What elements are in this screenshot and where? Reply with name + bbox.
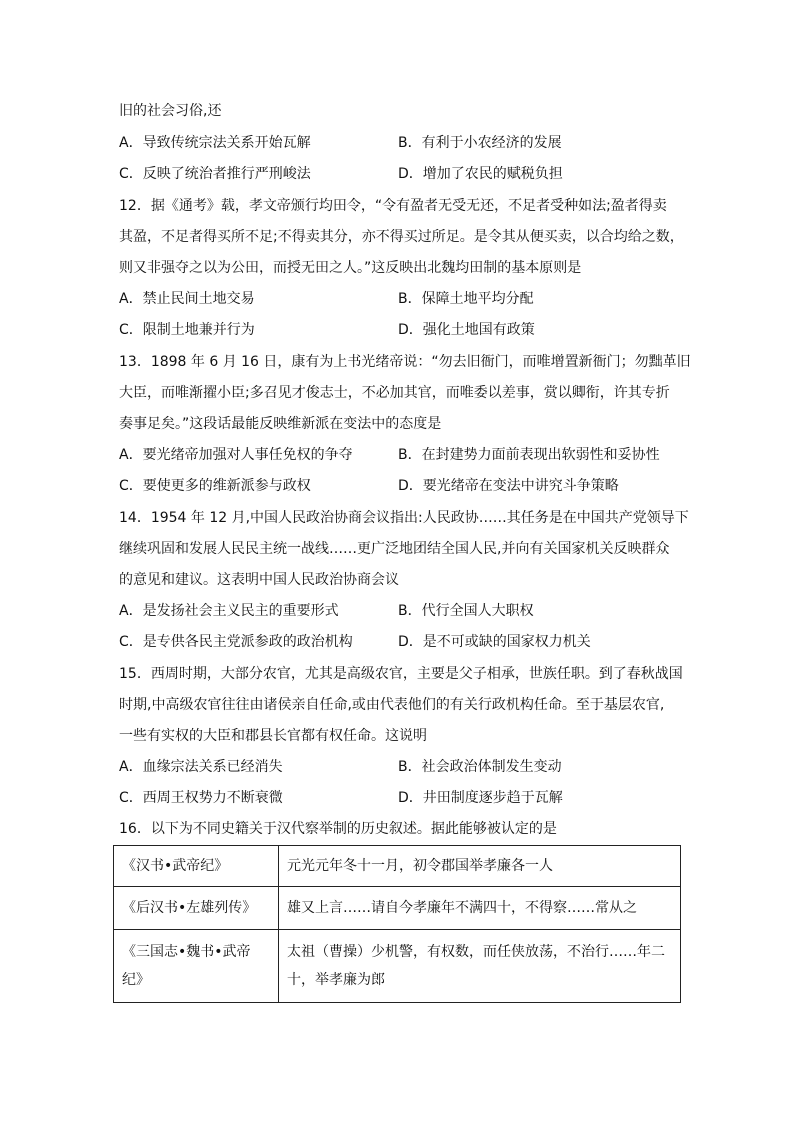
source-text: 太祖（曹操）少机警，有权数，而任侠放荡，不治行……年二十，举孝廉为郎 [279,930,681,1003]
q11-option-d: D．增加了农民的赋税负担 [398,166,563,182]
q14-option-a: A．是发扬社会主义民主的重要形式 [119,603,339,619]
q14-stem-line-3: 的意见和建议。这表明中国人民政治协商会议 [119,572,399,588]
q11-option-b: B．有利于小农经济的发展 [398,135,562,151]
q14-option-d: D．是不可或缺的国家权力机关 [398,634,591,650]
q15-stem-line-3: 一些有实权的大臣和郡县长官都有权任命。这说明 [119,728,427,744]
source-book: 《汉书•武帝纪》 [114,846,279,887]
q15-option-b: B．社会政治体制发生变动 [398,759,562,775]
source-text: 元光元年冬十一月，初令郡国举孝廉各一人 [279,846,681,887]
q14-option-c: C．是专供各民主党派参政的政治机构 [119,634,353,650]
q12-stem-line-3: 则又非强夺之以为公田，而授无田之人。”这反映出北魏均田制的基本原则是 [119,260,582,276]
q15-stem-line-1: 15．西周时期，大部分农官，尤其是高级农官，主要是父子相承，世族任职。到了春秋战国 [119,666,683,682]
q16-stem: 16．以下为不同史籍关于汉代察举制的历史叙述。据此能够被认定的是 [119,821,557,837]
q13-stem-line-3: 奏事足矣。”这段话最能反映维新派在变法中的态度是 [119,416,442,432]
q11-option-a: A．导致传统宗法关系开始瓦解 [119,135,311,151]
q12-option-a: A．禁止民间土地交易 [119,291,255,307]
table-row [114,846,681,887]
q15-stem-line-2: 时期,中高级农官往往由诸侯亲自任命,或由代表他们的有关行政机构任命。至于基层农官, [119,697,665,713]
q15-option-c: C．西周王权势力不断衰微 [119,790,283,806]
q14-stem-line-2: 继续巩固和发展人民民主统一战线……更广泛地团结全国人民,并向有关国家机关反映群众 [119,541,670,557]
source-book: 《后汉书•左雄列传》 [114,887,279,930]
q11-option-c: C．反映了统治者推行严刑峻法 [119,166,311,182]
q13-option-b: B．在封建势力面前表现出软弱性和妥协性 [398,447,660,463]
q15-option-d: D．井田制度逐步趋于瓦解 [398,790,563,806]
table-row [114,930,681,1003]
source-book: 《三国志•魏书•武帝纪》 [114,930,279,1003]
q14-option-b: B．代行全国人大职权 [398,603,534,619]
source-text: 雄又上言……请自今孝廉年不满四十，不得察……常从之 [279,887,681,930]
q12-stem-line-2: 其盈，不足者得买所不足;不得卖其分，亦不得买过所足。是令其从便买卖，以合均给之数， [119,229,684,245]
q12-option-d: D．强化土地国有政策 [398,322,535,338]
q11-stem-tail: 旧的社会习俗,还 [119,103,222,119]
q13-option-d: D．要光绪帝在变法中讲究斗争策略 [398,478,619,494]
q13-option-a: A．要光绪帝加强对人事任免权的争夺 [119,447,353,463]
q12-stem-line-1: 12．据《通考》载，孝文帝颁行均田令，“令有盈者无受无还，不足者受种如法;盈者得卖 [119,198,667,214]
q13-option-c: C．要使更多的维新派参与政权 [119,478,311,494]
q14-stem-line-1: 14．1954 年 12 月,中国人民政治协商会议指出:人民政协……其任务是在中国共产党领导下 [119,510,689,526]
q12-option-b: B．保障土地平均分配 [398,291,534,307]
table-row [114,887,681,930]
q13-stem-line-1: 13．1898 年 6 月 16 日，康有为上书光绪帝说：“勿去旧衙门，而唯增置新衙门；勿黜革旧 [119,354,691,370]
q12-option-c: C．限制土地兼并行为 [119,322,255,338]
q15-option-a: A．血缘宗法关系已经消失 [119,759,283,775]
q13-stem-line-2: 大臣，而唯渐擢小臣;多召见才俊志士，不必加其官，而唯委以差事，赏以卿衔，许其专折 [119,385,670,401]
historical-sources-table [113,845,681,1003]
